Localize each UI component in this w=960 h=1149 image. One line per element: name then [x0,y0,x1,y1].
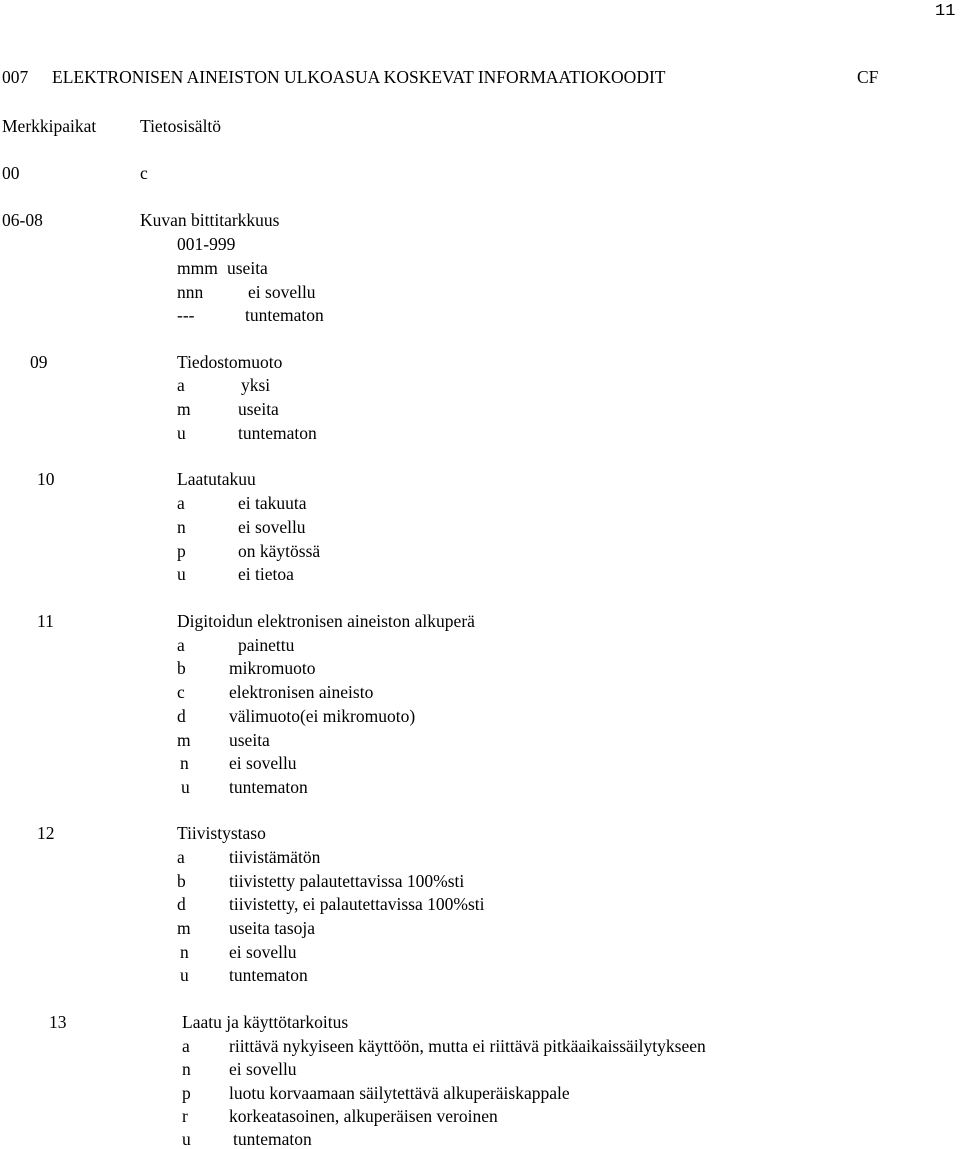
code-label: tuntematon [229,777,308,797]
entry-title: Tiivistystaso [177,823,266,843]
code-label: useita [227,258,268,278]
code-label: tuntematon [245,305,324,325]
code-value: n [180,942,189,962]
code-value: m [177,730,191,750]
code-label: ei sovellu [229,942,297,962]
code-value: mmm [177,258,218,278]
code-value: b [177,871,186,891]
entry-value: c [140,163,148,183]
entry-position: 11 [37,611,54,631]
code-value: --- [177,305,195,325]
code-value: b [177,658,186,678]
code-value: u [177,564,186,584]
code-value: p [182,1083,191,1103]
code-value: n [177,517,186,537]
code-label: painettu [238,635,295,655]
code-label: ei tietoa [238,564,294,584]
column-header-content: Tietosisältö [140,116,222,136]
page-number: 11 [935,2,956,21]
code-value: u [181,777,190,797]
code-value: m [177,918,191,938]
code-label: korkeatasoinen, alkuperäisen veroinen [229,1106,498,1126]
entry-title: Laatu ja käyttötarkoitus [182,1012,349,1032]
code-value: a [177,375,185,395]
entry-position: 12 [37,823,55,843]
type-code: CF [857,67,879,87]
code-label: elektronisen aineisto [229,682,374,702]
entry-title: Kuvan bittitarkkuus [140,210,280,230]
code-value: n [182,1059,191,1079]
column-header-positions: Merkkipaikat [2,116,97,136]
code-label: ei takuuta [238,493,307,513]
entry-position: 00 [2,163,20,183]
code-value: a [177,635,185,655]
entry-title: Tiedostomuoto [177,352,283,372]
code-label: on käytössä [238,541,321,561]
code-value: nnn [177,282,204,302]
code-value: d [177,894,186,914]
page-title: ELEKTRONISEN AINEISTON ULKOASUA KOSKEVAT INFORMAATIOKOODIT [52,67,666,87]
entry-position: 09 [30,352,48,372]
code-value: 001-999 [177,234,236,254]
entry-title: Digitoidun elektronisen aineiston alkuperä [177,611,475,631]
code-label: ei sovellu [238,517,306,537]
code-label: välimuoto(ei mikromuoto) [229,706,416,726]
code-label: tiivistetty palautettavissa 100%sti [229,871,465,891]
code-value: a [177,847,185,867]
code-label: useita tasoja [229,918,316,938]
code-label: tuntematon [233,1129,312,1149]
code-label: tuntematon [229,965,308,985]
entry-title: Laatutakuu [177,469,256,489]
code-value: a [177,493,185,513]
code-label: tiivistämätön [229,847,321,867]
code-label: ei sovellu [229,753,297,773]
code-label: yksi [241,375,271,395]
entry-position: 10 [37,469,55,489]
entry-position: 06-08 [2,210,43,230]
code-value: d [177,706,186,726]
code-value: m [177,399,191,419]
code-label: tiivistetty, ei palautettavissa 100%sti [229,894,485,914]
code-label: ei sovellu [248,282,316,302]
code-label: mikromuoto [229,658,316,678]
code-value: c [177,682,185,702]
code-value: n [180,753,189,773]
code-label: riittävä nykyiseen käyttöön, mutta ei riittävä pitkäaikaissäilytykseen [229,1036,706,1056]
code-label: useita [229,730,270,750]
code-value: p [177,541,186,561]
entry-position: 13 [49,1012,67,1032]
code-label: tuntematon [238,423,317,443]
code-value: r [182,1106,188,1126]
code-label: luotu korvaamaan säilytettävä alkuperäiskappale [229,1083,570,1103]
code-label: ei sovellu [229,1059,297,1079]
code-label: useita [238,399,279,419]
code-value: u [177,423,186,443]
code-value: u [180,965,189,985]
code-value: a [182,1036,190,1056]
code-value: u [182,1129,191,1149]
field-tag: 007 [2,67,29,87]
